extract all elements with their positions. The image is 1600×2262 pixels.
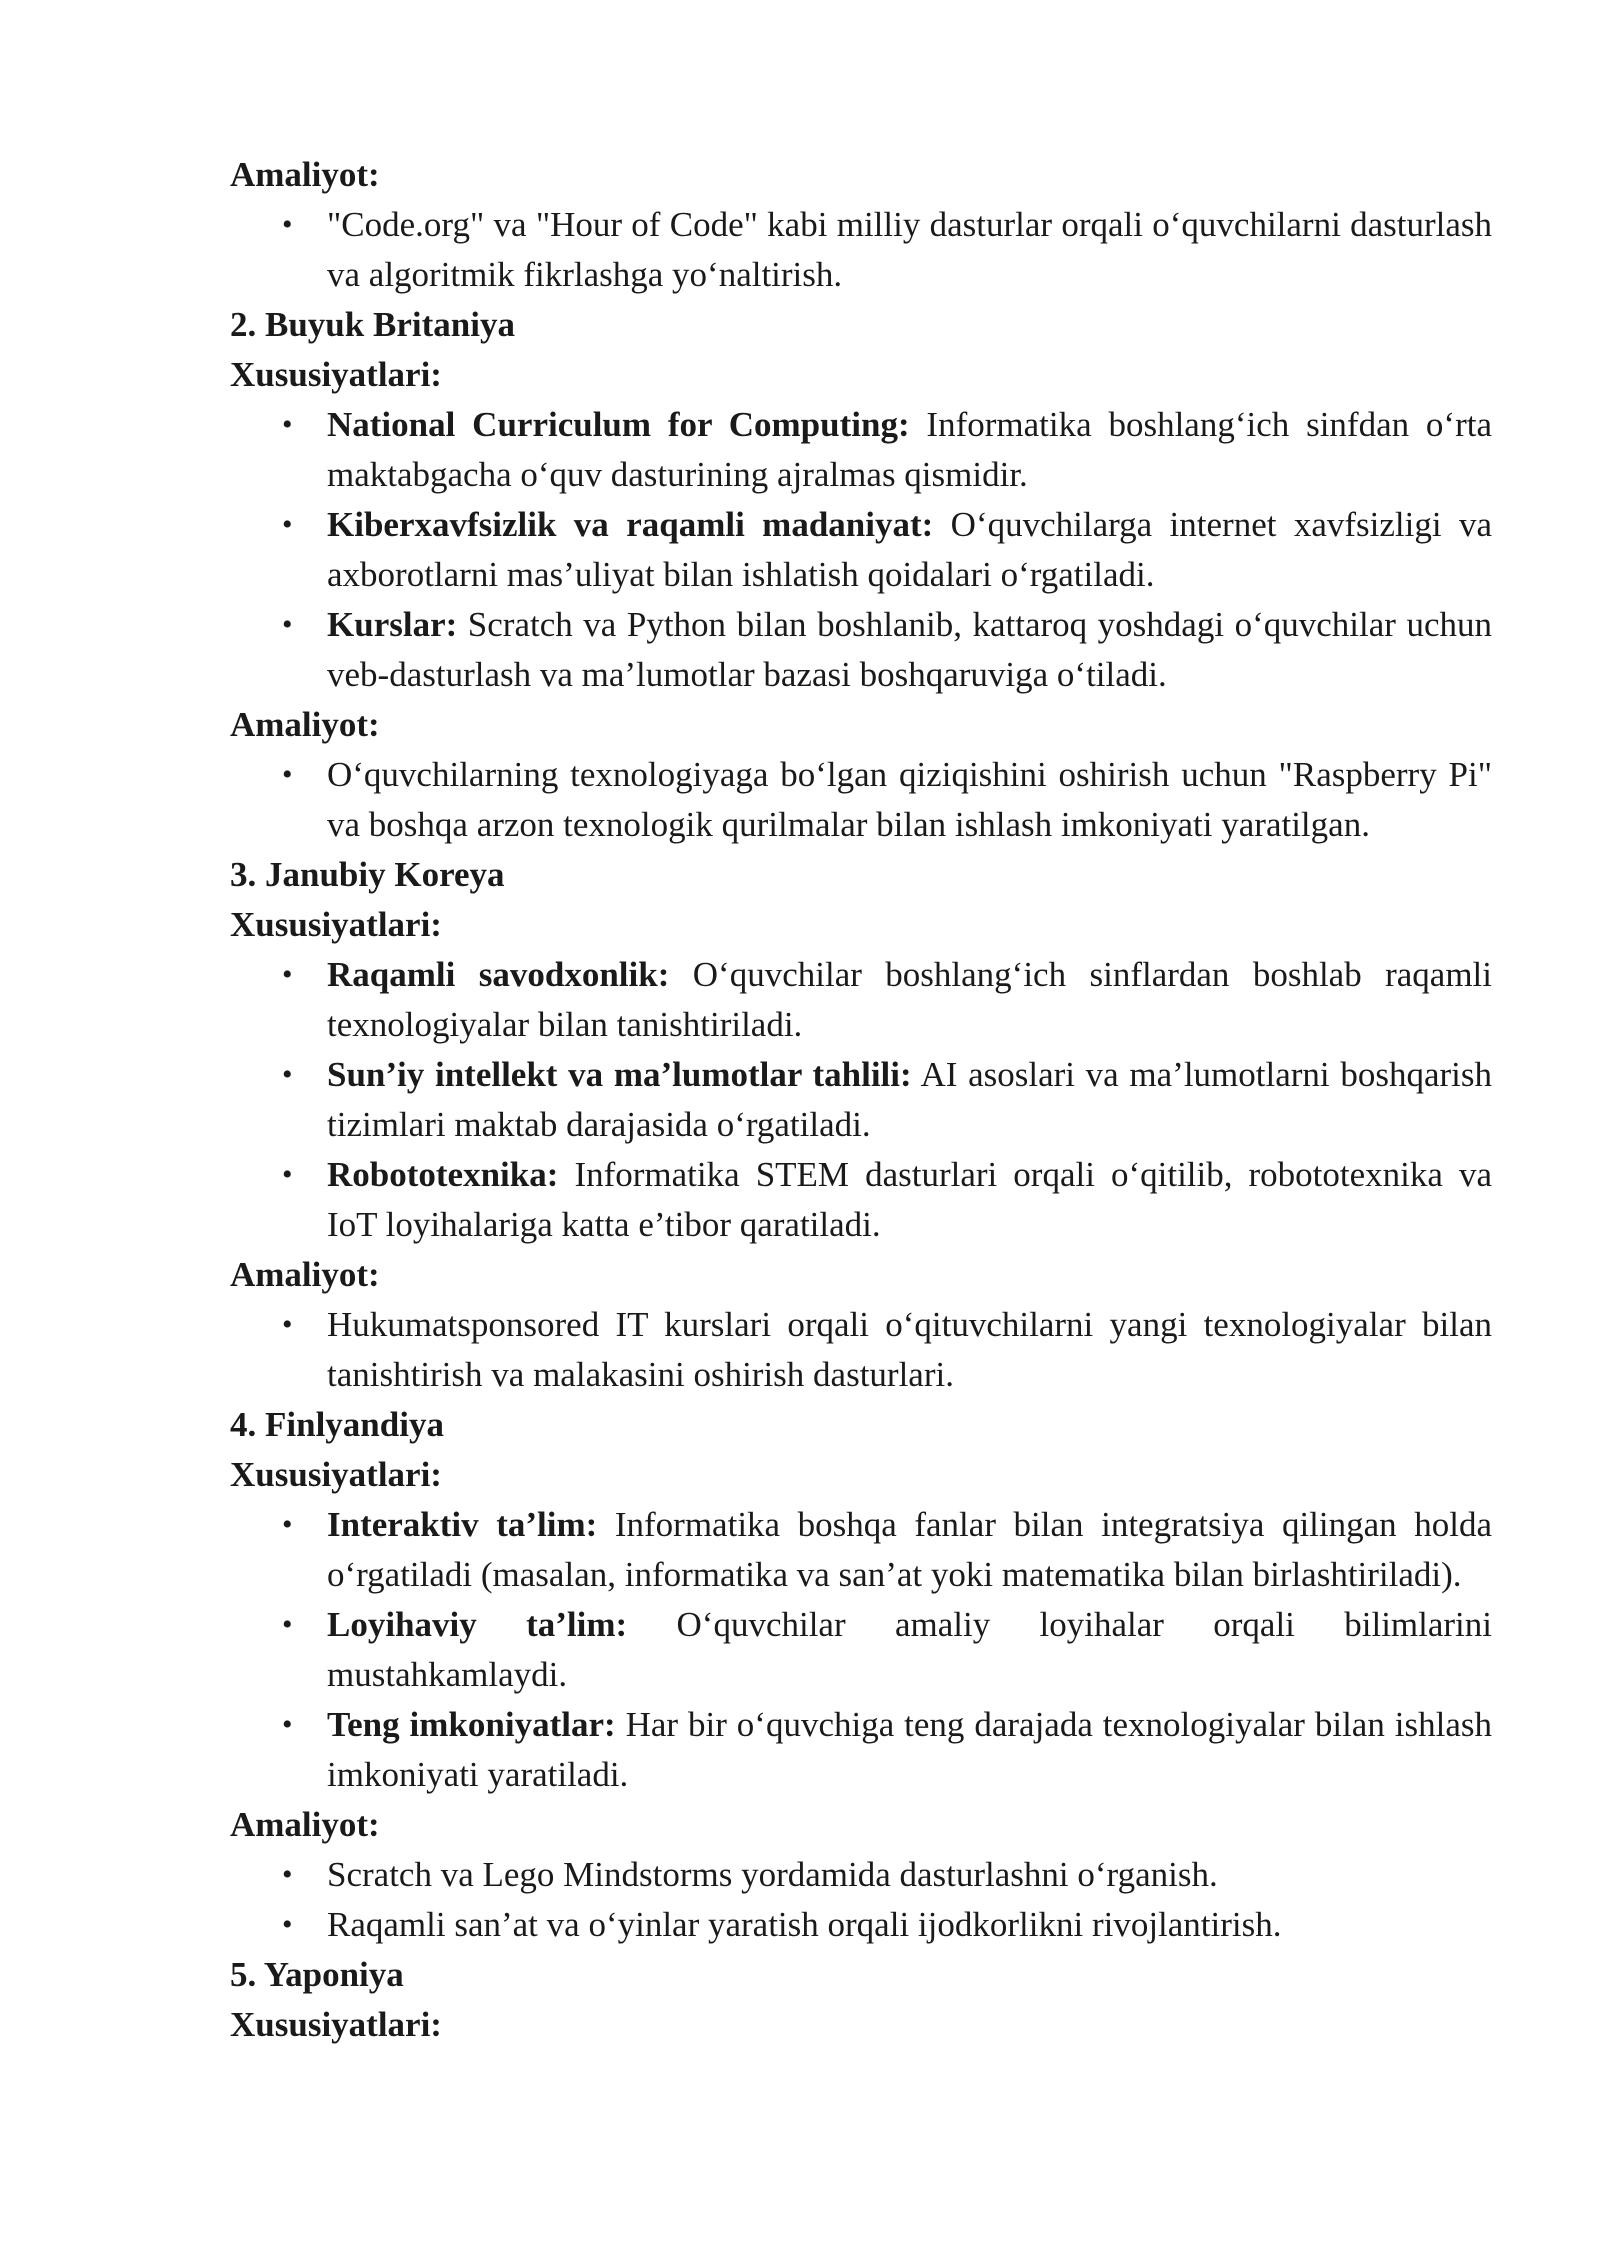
item-text: O‘quvchilarning texnologiyaga bo‘lgan qiziqishini oshirish uchun "Raspberry Pi" va boshqa arzon texnologik qurilmalar bilan ishlash imkoniyati yaratilgan.	[327, 755, 1492, 844]
item-term: Kurslar:	[327, 605, 458, 644]
list-item	[230, 1300, 1492, 1400]
features-heading: Xususiyatlari:	[230, 355, 442, 394]
bullet-icon: •	[282, 208, 293, 241]
bullet-icon: •	[282, 1608, 293, 1641]
bullet-icon: •	[282, 1508, 293, 1541]
bullet-icon: •	[282, 608, 293, 641]
bullet-icon: •	[282, 408, 293, 441]
list-item	[230, 950, 1492, 1050]
list-item	[230, 1700, 1492, 1800]
item-term: Interaktiv ta’lim:	[327, 1505, 598, 1544]
practice-heading: Amaliyot:	[230, 1805, 380, 1844]
bullet-list	[230, 750, 1492, 850]
bullet-icon: •	[282, 758, 293, 791]
bullet-list	[230, 400, 1492, 700]
item-text: Har bir o‘quvchiga teng darajada texnologiyalar bilan ishlash imkoniyati yaratiladi.	[327, 1705, 1492, 1794]
item-term: Robototexnika:	[327, 1155, 559, 1194]
bullet-list	[230, 1500, 1492, 1800]
list-item	[230, 1900, 1492, 1950]
practice-heading: Amaliyot:	[230, 705, 380, 744]
bullet-list	[230, 1300, 1492, 1400]
list-item	[230, 1150, 1492, 1250]
country-heading: 5. Yaponiya	[230, 1955, 404, 1994]
list-item	[230, 1850, 1492, 1900]
item-text: Hukumatsponsored IT kurslari orqali o‘qituvchilarni yangi texnologiyalar bilan tanishtirish va malakasini oshirish dasturlari.	[327, 1305, 1492, 1394]
item-text: Raqamli san’at va o‘yinlar yaratish orqali ijodkorlikni rivojlantirish.	[327, 1905, 1282, 1944]
bullet-list	[230, 200, 1492, 300]
document-body	[230, 150, 1492, 2050]
item-term: Loyihaviy ta’lim:	[327, 1605, 628, 1644]
item-text: Informatika boshlang‘ich sinfdan o‘rta maktabgacha o‘quv dasturining ajralmas qismidir.	[327, 405, 1492, 494]
item-text: O‘quvchilar amaliy loyihalar orqali bilimlarini mustahkamlaydi.	[327, 1605, 1493, 1694]
list-item	[230, 500, 1492, 600]
item-text: Informatika boshqa fanlar bilan integratsiya qilingan holda o‘rgatiladi (masalan, informatika va san’at yoki matematika bilan birlashtiriladi).	[327, 1505, 1492, 1594]
list-item	[230, 200, 1492, 300]
item-text: "Code.org" va "Hour of Code" kabi milliy dasturlar orqali o‘quvchilarni dasturlash va algoritmik fikrlashga yo‘naltirish.	[327, 205, 1492, 294]
country-heading: 2. Buyuk Britaniya	[230, 305, 515, 344]
bullet-icon: •	[282, 508, 293, 541]
item-term: Kiberxavfsizlik va raqamli madaniyat:	[327, 505, 934, 544]
list-item	[230, 1050, 1492, 1150]
bullet-list	[230, 1850, 1492, 1950]
list-item	[230, 1500, 1492, 1600]
bullet-icon: •	[282, 1708, 293, 1741]
bullet-list	[230, 950, 1492, 1250]
country-heading: 3. Janubiy Koreya	[230, 855, 505, 894]
item-text: Scratch va Python bilan boshlanib, kattaroq yoshdagi o‘quvchilar uchun veb-dasturlash va ma’lumotlar bazasi boshqaruviga o‘tiladi.	[327, 605, 1492, 694]
item-term: Teng imkoniyatlar:	[327, 1705, 616, 1744]
list-item	[230, 600, 1492, 700]
bullet-icon: •	[282, 1308, 293, 1341]
practice-heading: Amaliyot:	[230, 1255, 380, 1294]
features-heading: Xususiyatlari:	[230, 1455, 442, 1494]
item-text: O‘quvchilar boshlang‘ich sinflardan boshlab raqamli texnologiyalar bilan tanishtiriladi.	[327, 955, 1493, 1044]
features-heading: Xususiyatlari:	[230, 2005, 442, 2044]
bullet-icon: •	[282, 1158, 293, 1191]
list-item	[230, 750, 1492, 850]
bullet-icon: •	[282, 1058, 293, 1091]
item-term: National Curriculum for Computing:	[327, 405, 910, 444]
list-item	[230, 400, 1492, 500]
bullet-icon: •	[282, 958, 293, 991]
bullet-icon: •	[282, 1858, 293, 1891]
item-term: Raqamli savodxonlik:	[327, 955, 670, 994]
item-text: Informatika STEM dasturlari orqali o‘qitilib, robototexnika va IoT loyihalariga katta e’tibor qaratiladi.	[327, 1155, 1492, 1244]
country-heading: 4. Finlyandiya	[230, 1405, 444, 1444]
practice-heading: Amaliyot:	[230, 155, 380, 194]
item-text: Scratch va Lego Mindstorms yordamida dasturlashni o‘rganish.	[327, 1855, 1218, 1894]
features-heading: Xususiyatlari:	[230, 905, 442, 944]
item-text: AI asoslari va ma’lumotlarni boshqarish tizimlari maktab darajasida o‘rgatiladi.	[327, 1055, 1492, 1144]
item-text: O‘quvchilarga internet xavfsizligi va axborotlarni mas’uliyat bilan ishlatish qoidalari o‘rgatiladi.	[327, 505, 1492, 594]
item-term: Sun’iy intellekt va ma’lumotlar tahlili:	[327, 1055, 912, 1094]
bullet-icon: •	[282, 1908, 293, 1941]
list-item	[230, 1600, 1492, 1700]
